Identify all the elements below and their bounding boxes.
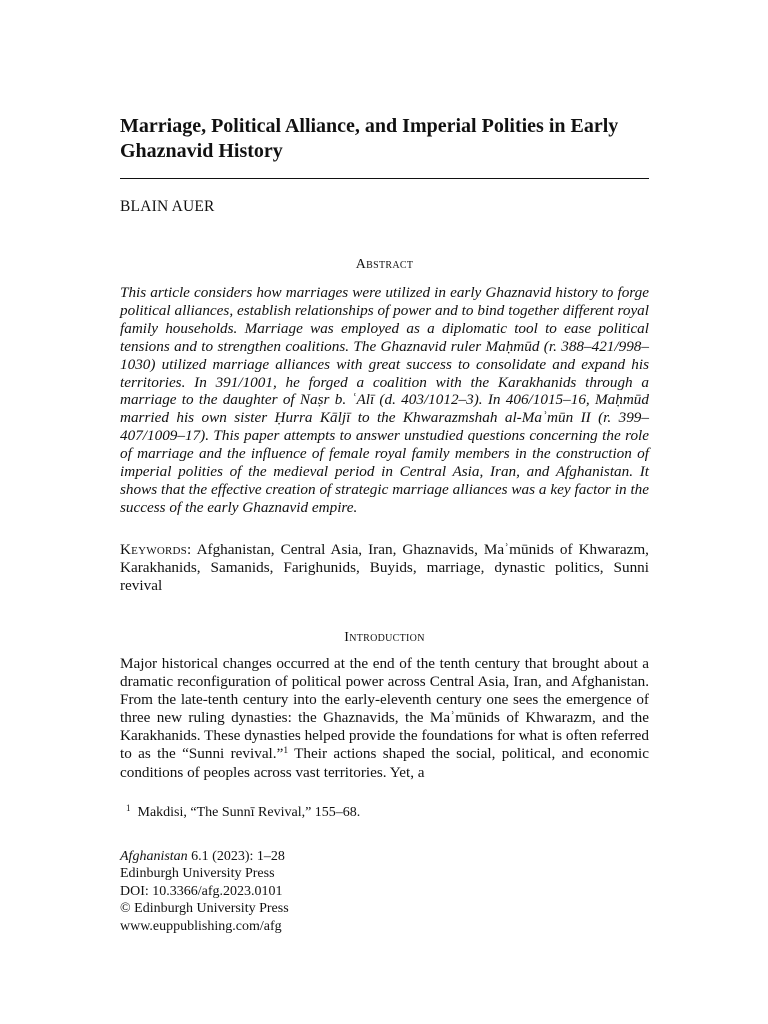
abstract-heading: Abstract: [355, 257, 414, 272]
title-divider: [120, 178, 649, 179]
introduction-paragraph: [120, 655, 649, 782]
copyright: © Edinburgh University Press: [120, 901, 289, 917]
intro-text-part2: Their actions shaped the social, political, and economic conditions of peoples across vast territories. Yet, a: [120, 745, 649, 781]
footnote-number: 1: [126, 803, 131, 813]
author-name: BLAIN AUER: [120, 198, 215, 215]
journal-citation: [120, 848, 289, 865]
footnote: [126, 805, 360, 821]
journal-name: Afghanistan: [120, 849, 188, 864]
publisher-website-link[interactable]: www.euppublishing.com/afg: [120, 918, 282, 934]
issue-pages: 6.1 (2023): 1–28: [187, 849, 285, 864]
keywords-list: Afghanistan, Central Asia, Iran, Ghaznavids, Maʾmūnids of Khwarazm, Karakhanids, Samanids, Farighunids, Buyids, marriage, dynastic politics, Sunni revival: [120, 541, 649, 594]
publisher: Edinburgh University Press: [120, 866, 275, 882]
introduction-heading: Introduction: [344, 630, 425, 645]
keywords-label: Keywords:: [120, 541, 192, 558]
intro-text-part1: Major historical changes occurred at the end of the tenth century that brought about a dramatic reconfiguration of political power across Central Asia, Iran, and Afghanistan. From the late-tenth century into the early-eleventh century one sees the emergence of three new ruling dynasties: the Ghaznavids, the Maʾmūnids of Khwarazm, and the Karakhanids. These dynasties helped provide the foundations for what is often referred to as the “Sunni revival.”: [120, 655, 649, 763]
footnote-ref[interactable]: 1: [283, 746, 289, 757]
keywords: [120, 541, 649, 595]
doi[interactable]: DOI: 10.3366/afg.2023.0101: [120, 883, 283, 899]
footnote-text: Makdisi, “The Sunnī Revival,” 155–68.: [137, 805, 361, 820]
article-title: Marriage, Political Alliance, and Imperial Polities in Early Ghaznavid History: [120, 115, 619, 162]
abstract-text: This article considers how marriages were utilized in early Ghaznavid history to forge political alliances, establish relationships of power and to bind together different royal family households. Marriage was employed as a diplomatic tool to ease political tensions and to strengthen coalitions. The Ghaznavid ruler Maḥmūd (r. 388–421/998–1030) utilized marriage alliances with great success to consolidate and expand his territories. In 391/1001, he forged a coalition with the Karakhanids through a marriage to the daughter of Naṣr b. ʿAlī (d. 403/1012–3). In 406/1015–16, Maḥmūd married his own sister Ḥurra Kāljī to the Khwarazmshah al-Maʾmūn II (r. 399–407/1009–17). This paper attempts to answer unstudied questions concerning the role of marriage and the influence of female royal family members in the construction of imperial polities of the medieval period in Central Asia, Iran, and Afghanistan. It shows that the effective creation of strategic marriage alliances was a key factor in the success of the early Ghaznavid empire.: [120, 284, 649, 516]
article-page: [120, 0, 649, 1024]
publication-info: [120, 848, 289, 935]
